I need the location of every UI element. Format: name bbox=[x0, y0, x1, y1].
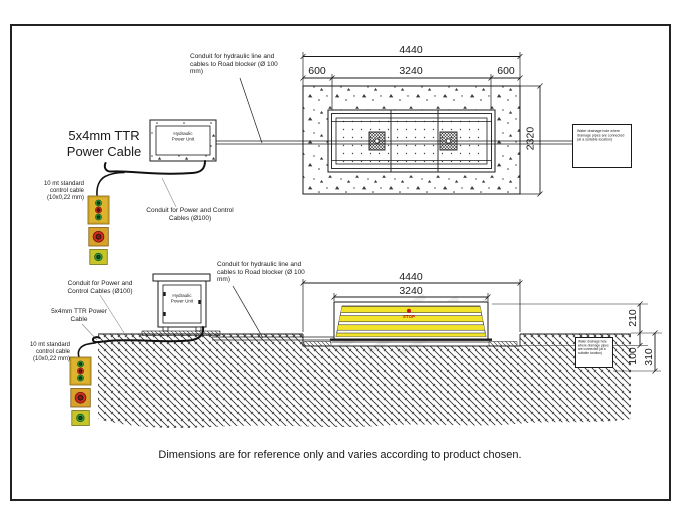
cabinet-pad bbox=[142, 331, 220, 336]
control-cable-label-side: 10 mt standard control cable (10x0,22 mm) bbox=[29, 342, 70, 363]
dim-top-600-left: 600 bbox=[308, 65, 326, 77]
stop-sign-label: STOP bbox=[402, 313, 416, 319]
hpu-label-top: Hydraulic Power Unit bbox=[171, 131, 195, 142]
ground-hatch bbox=[98, 334, 631, 428]
conduit-hydraulic-label-top: Conduit for hydraulic line and cables to Road blocker (Ø 100 mm) bbox=[190, 53, 278, 76]
cylinder-anchor-left bbox=[369, 132, 385, 150]
stop-sign-icon bbox=[407, 309, 411, 313]
side-view-section bbox=[70, 274, 662, 428]
dim-top-2320: 2320 bbox=[524, 126, 537, 151]
dim-side-3240: 3240 bbox=[399, 285, 423, 297]
leader-conduit-power-top bbox=[162, 178, 176, 207]
control-pendant-top bbox=[88, 196, 109, 265]
dim-top-3240: 3240 bbox=[399, 65, 423, 77]
leader-conduit-hydraulic-side bbox=[233, 286, 263, 338]
reference-caption: Dimensions are for reference only and varies according to product chosen. bbox=[158, 449, 522, 461]
leader-conduit-hydraulic-top bbox=[240, 78, 262, 143]
drainage-note-box-top: Water drainage hole where drainage pipes are connected (at a suitable location) bbox=[572, 124, 632, 168]
hpu-label-side: Hydraulic Power Unit bbox=[170, 293, 194, 304]
cables-top bbox=[97, 161, 205, 195]
dim-side-310: 310 bbox=[643, 348, 655, 366]
dim-top-600-right: 600 bbox=[497, 65, 515, 77]
top-view-plan bbox=[88, 52, 572, 265]
control-pendant-side bbox=[70, 357, 91, 426]
conduit-power-label-side: Conduit for Power and Control Cables (Ø100) bbox=[67, 280, 133, 295]
dim-side-4440: 4440 bbox=[399, 271, 423, 283]
power-cable-label-side: 5x4mm TTR Power Cable bbox=[51, 308, 107, 323]
power-cable-label-top: 5x4mm TTR Power Cable bbox=[66, 128, 142, 159]
conduit-power-label-top: Conduit for Power and Control Cables (Ø100) bbox=[146, 207, 234, 222]
cylinder-anchor-right bbox=[440, 132, 457, 150]
dim-side-210: 210 bbox=[627, 309, 639, 327]
conduit-hydraulic-label-side: Conduit for hydraulic line and cables to Road blocker (Ø 100 mm) bbox=[217, 261, 305, 284]
control-cable-label-top: 10 mt standard control cable (10x0,22 mm) bbox=[43, 181, 84, 202]
dim-side-100: 100 bbox=[627, 347, 639, 365]
dim-top-4440: 4440 bbox=[399, 44, 423, 56]
drainage-note-box-side: Water drainage hole where drainage pipes are connected (at a suitable location) bbox=[575, 337, 613, 368]
